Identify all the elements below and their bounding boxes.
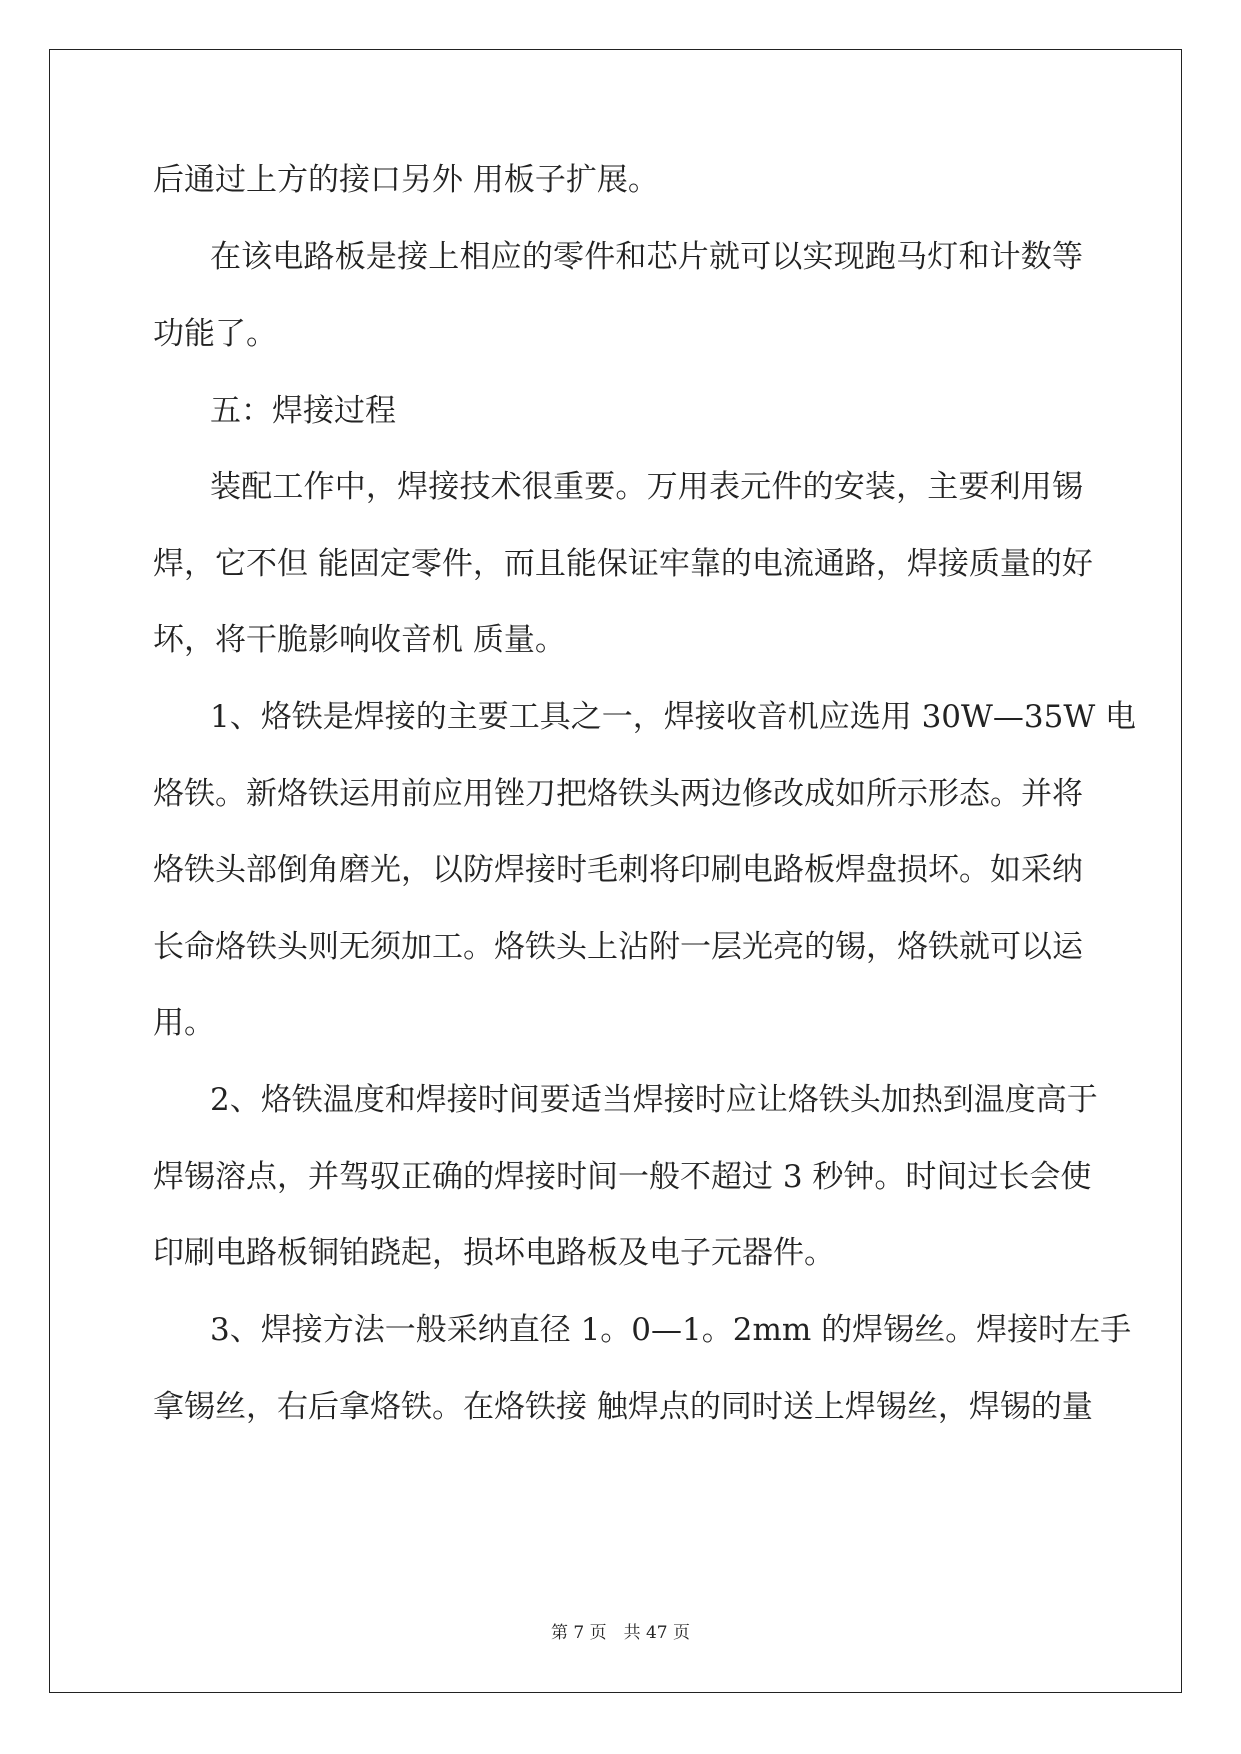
paragraph-line: 3、焊接方法一般采纳直径 1。0—1。2mm 的焊锡丝。焊接时左手 [210,1312,1132,1348]
text-line: 印刷电路板铜铂跷起，损坏电路板及电子元器件。 [153,1235,835,1271]
paragraph-line: 装配工作中，焊接技术很重要。万用表元件的安装，主要利用锡 [210,469,1083,505]
text-line: 拿锡丝，右后拿烙铁。在烙铁接 触焊点的同时送上焊锡丝，焊锡的量 [153,1389,1093,1425]
text-line: 长命烙铁头则无须加工。烙铁头上沾附一层光亮的锡，烙铁就可以运 [153,929,1083,965]
section-heading: 五：焊接过程 [210,393,396,429]
paragraph-line: 2、烙铁温度和焊接时间要适当焊接时应让烙铁头加热到温度高于 [210,1082,1098,1118]
page-number: 第 7 页 共 47 页 [550,1623,691,1643]
text-line: 焊，它不但 能固定零件，而且能保证牢靠的电流通路，焊接质量的好 [153,546,1093,582]
paragraph-line: 1、烙铁是焊接的主要工具之一，焊接收音机应选用 30W—35W 电 [210,699,1137,735]
text-line: 后通过上方的接口另外 用板子扩展。 [153,162,659,198]
text-line: 功能了。 [153,316,277,352]
text-line: 焊锡溶点，并驾驭正确的焊接时间一般不超过 3 秒钟。时间过长会使 [153,1159,1092,1195]
text-line: 用。 [153,1005,215,1041]
text-line: 烙铁。新烙铁运用前应用锉刀把烙铁头两边修改成如所示形态。并将 [153,776,1083,812]
paragraph-line: 在该电路板是接上相应的零件和芯片就可以实现跑马灯和计数等 [210,239,1083,275]
text-line: 烙铁头部倒角磨光，以防焊接时毛刺将印刷电路板焊盘损坏。如采纳 [153,852,1083,888]
text-line: 坏，将干脆影响收音机 质量。 [153,622,566,658]
